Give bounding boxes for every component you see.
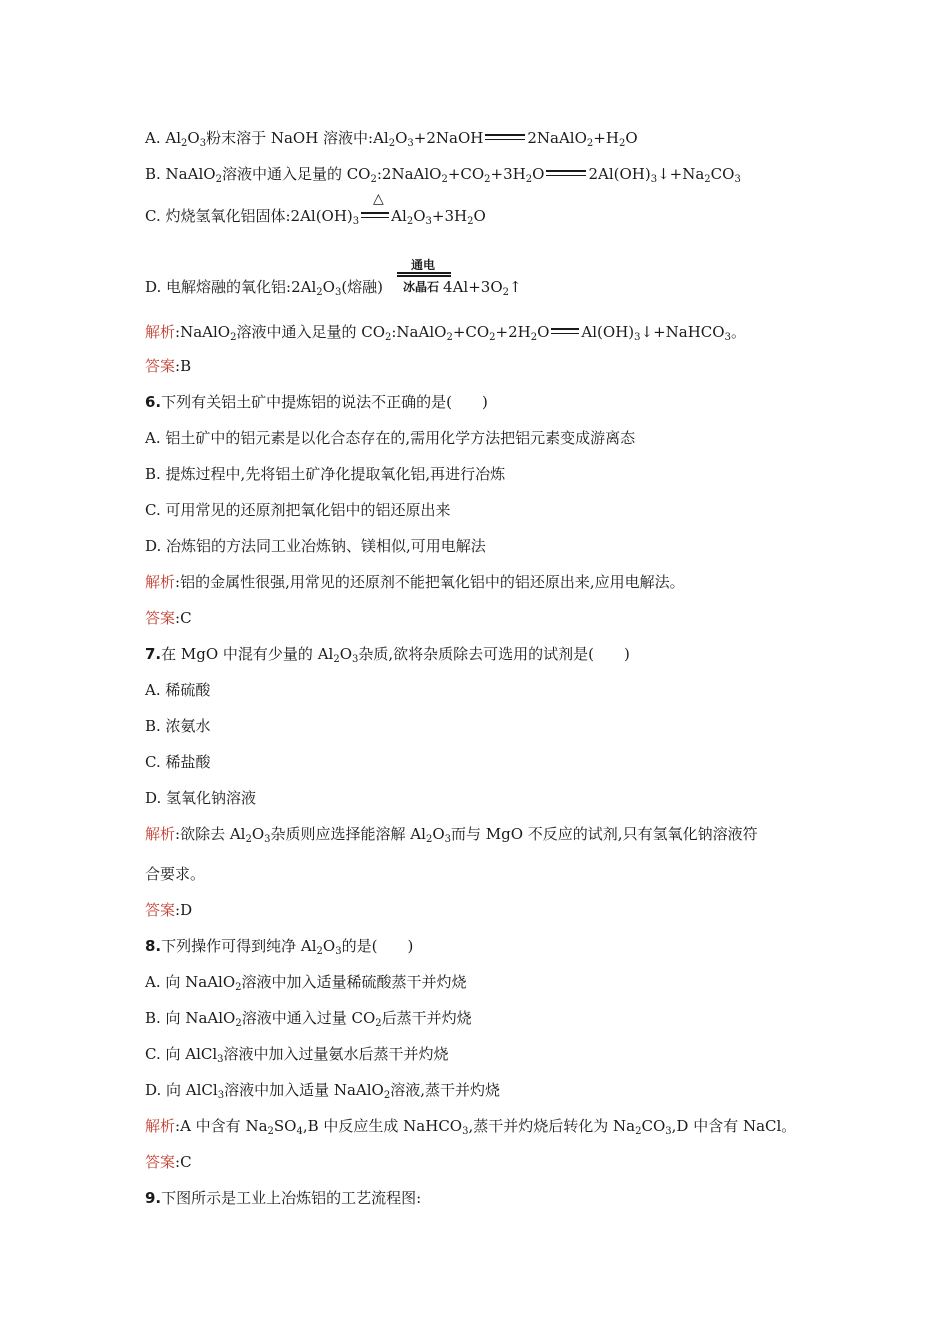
q7-explanation: 解析:欲除去 $Al_2O_3$杂质则应选择能溶解 $Al_2O_3$而与 MgO 不反应的试剂,只有氢氧化钠溶液符 (145, 825, 758, 845)
q6-option-d: D. 冶炼铝的方法同工业冶炼钠、镁相似,可用电解法 (145, 537, 486, 555)
q6-answer: 答案:C (145, 609, 192, 627)
q5-option-d: D. 电解熔融的氧化铝$:2Al_2O_3$(熔融) $4Al+3O_2↑$ (145, 278, 522, 298)
q7-option-d: D. 氢氧化钠溶液 (145, 789, 257, 807)
condition-electrolysis: 通电 (411, 258, 436, 272)
q5-option-b: B. NaAlO$_2$溶液中通入足量的 $CO_2:2NaAlO_2+CO_2+3H_2O$ $2Al(OH)_3↓+Na_2CO_3$ (145, 165, 741, 185)
q7-answer: 答案:D (145, 901, 193, 919)
q6-option-a: A. 铝土矿中的铝元素是以化合态存在的,需用化学方法把铝元素变成游离态 (145, 429, 636, 447)
q6-stem: 6.下列有关铝土矿中提炼铝的说法不正确的是( ) (145, 393, 488, 411)
q8-explanation: 解析:A 中含有 $Na_2SO_4,B$ 中反应生成 NaHCO$_3$,蒸干并灼烧后转化为 $Na_2CO_3,D$ 中含有 NaCl。 (145, 1117, 797, 1137)
q7-option-a: A. 稀硫酸 (145, 681, 211, 699)
q5-option-a: A. $Al_2O_3$粉末溶于 NaOH 溶液中$:Al_2O_3+2NaOH$ $2NaAlO_2+H_2O$ (145, 129, 638, 149)
q5-answer: 答案:B (145, 357, 192, 375)
q8-answer: 答案:C (145, 1153, 192, 1171)
q7-stem: 7.在 MgO 中混有少量的 $Al_2O_3$杂质,欲将杂质除去可选用的试剂是( ) (145, 645, 630, 665)
reaction-arrow-bar (397, 272, 451, 274)
q8-option-b: B. 向 NaAlO$_2$溶液中通入过量 $CO_2$后蒸干并灼烧 (145, 1009, 472, 1029)
q9-stem: 9.下图所示是工业上冶炼铝的工艺流程图: (145, 1189, 422, 1207)
q8-stem: 8.下列操作可得到纯净 $Al_2O_3$的是( ) (145, 937, 414, 957)
q5-explanation: 解析:NaAlO$_2$溶液中通入足量的 $CO_2:NaAlO_2+CO_2+2H_2O$ $Al(OH)_3↓+NaHCO_3$。 (145, 323, 746, 343)
equals-sign (546, 170, 586, 176)
q8-option-d: D. 向 AlCl$_3$溶液中加入适量 NaAlO$_2$溶液,蒸干并灼烧 (145, 1081, 500, 1101)
equals-sign (485, 134, 525, 140)
condition-cryolite: 冰晶石 (403, 280, 440, 294)
q7-option-c: C. 稀盐酸 (145, 753, 211, 771)
q6-explanation: 解析:铝的金属性很强,用常见的还原剂不能把氧化铝中的铝还原出来,应用电解法。 (145, 573, 685, 591)
q8-option-c: C. 向 AlCl$_3$溶液中加入过量氨水后蒸干并灼烧 (145, 1045, 449, 1065)
equals-sign (551, 328, 579, 334)
equals-sign (361, 212, 389, 218)
q7-option-b: B. 浓氨水 (145, 717, 211, 735)
q5-option-c: C. 灼烧氢氧化铝固体$:2Al(OH)_3$ $Al_2O_3+3H_2O$ (145, 207, 486, 227)
q7-explanation-cont: 合要求。 (145, 865, 206, 883)
q6-option-b: B. 提炼过程中,先将铝土矿净化提取氧化铝,再进行冶炼 (145, 465, 506, 483)
q6-option-c: C. 可用常见的还原剂把氧化铝中的铝还原出来 (145, 501, 451, 519)
heat-triangle-icon: △ (373, 191, 384, 207)
q8-option-a: A. 向 NaAlO$_2$溶液中加入适量稀硫酸蒸干并灼烧 (145, 973, 467, 993)
